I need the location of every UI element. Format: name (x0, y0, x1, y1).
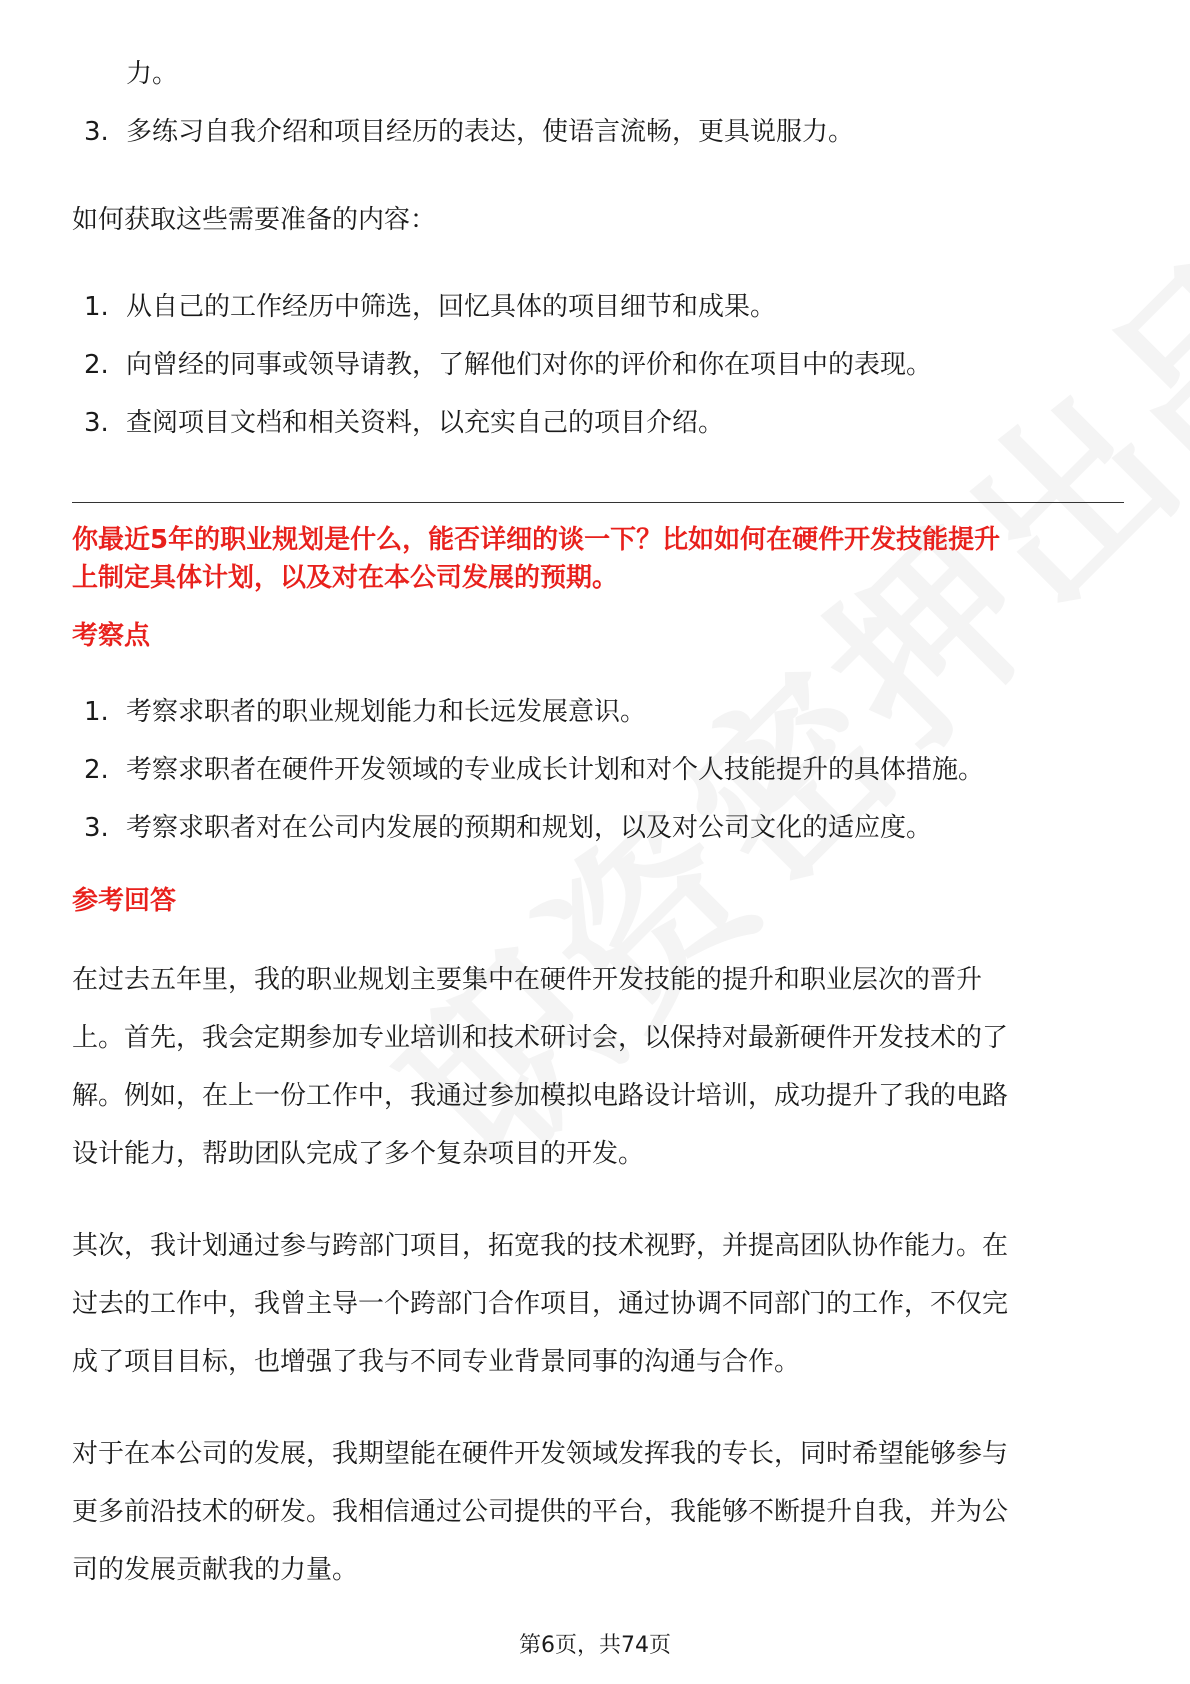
paragraph-line: 上。首先，我会定期参加专业培训和技术研讨会，以保持对最新硬件开发技术的了 (72, 1023, 1009, 1053)
question-title-line-1: 你最近5年的职业规划是什么，能否详细的谈一下？比如如何在硬件开发技能提升 (72, 525, 1001, 555)
paragraph-line: 在过去五年里，我的职业规划主要集中在硬件开发技能的提升和职业层次的晋升 (72, 965, 983, 995)
list-number: 1. (84, 292, 109, 322)
paragraph-line: 成了项目目标，也增强了我与不同专业背景同事的沟通与合作。 (72, 1347, 801, 1377)
list-item: 查阅项目文档和相关资料，以充实自己的项目介绍。 (126, 408, 725, 438)
page-number: 第6页，共74页 (519, 1633, 671, 1658)
paragraph-line: 设计能力，帮助团队完成了多个复杂项目的开发。 (72, 1139, 645, 1169)
list-item: 多练习自我介绍和项目经历的表达，使语言流畅，更具说服力。 (126, 117, 855, 147)
list-item-continuation: 力。 (126, 59, 179, 89)
paragraph-line: 司的发展贡献我的力量。 (72, 1555, 359, 1585)
list-number: 3. (84, 408, 109, 438)
list-item: 考察求职者在硬件开发领域的专业成长计划和对个人技能提升的具体措施。 (126, 755, 985, 785)
list-item: 考察求职者对在公司内发展的预期和规划，以及对公司文化的适应度。 (126, 813, 933, 843)
paragraph-line: 过去的工作中，我曾主导一个跨部门合作项目，通过协调不同部门的工作，不仅完 (72, 1289, 1009, 1319)
section-divider (72, 502, 1124, 503)
list-number: 1. (84, 697, 109, 727)
list-number: 2. (84, 755, 109, 785)
list-item: 向曾经的同事或领导请教，了解他们对你的评价和你在项目中的表现。 (126, 350, 933, 380)
list-item: 考察求职者的职业规划能力和长远发展意识。 (126, 697, 647, 727)
list-number: 2. (84, 350, 109, 380)
list-number: 3. (84, 117, 109, 147)
paragraph-line: 解。例如，在上一份工作中，我通过参加模拟电路设计培训，成功提升了我的电路 (72, 1081, 1009, 1111)
paragraph-line: 其次，我计划通过参与跨部门项目，拓宽我的技术视野，并提高团队协作能力。在 (72, 1231, 1009, 1261)
question-title-line-2: 上制定具体计划，以及对在本公司发展的预期。 (72, 563, 619, 593)
list-item: 从自己的工作经历中筛选，回忆具体的项目细节和成果。 (126, 292, 777, 322)
paragraph-line: 对于在本公司的发展，我期望能在硬件开发领域发挥我的专长，同时希望能够参与 (72, 1439, 1009, 1469)
section-heading-assessment: 考察点 (72, 621, 151, 651)
paragraph-line: 更多前沿技术的研发。我相信通过公司提供的平台，我能够不断提升自我，并为公 (72, 1497, 1009, 1527)
paragraph-heading: 如何获取这些需要准备的内容： (72, 205, 437, 235)
section-heading-reference: 参考回答 (72, 886, 177, 916)
list-number: 3. (84, 813, 109, 843)
